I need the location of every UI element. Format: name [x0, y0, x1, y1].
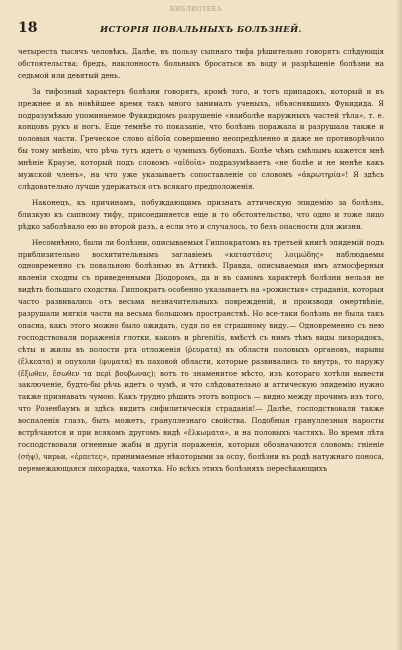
page-header [18, 20, 384, 36]
running-title: ИСТОРІЯ ПОВАЛЬНЫХЪ БОЛѢЗНЕЙ. [100, 25, 302, 35]
library-stamp: БИБЛИОТЕКА [170, 6, 222, 13]
paragraph-3: Наконецъ, къ причинамъ, побуждающимъ признать аттическую эпидемію за болѣзнь, близкую къ сыпному тифу, присоединяется еще и то обстоятельство, что одно и тоже лицо рѣдко заболѣвало ею во второй разъ, а если это и случалось, то безъ опасности для жизни. [18, 197, 384, 231]
paragraph-2: За тифозный характеръ болѣзни говорятъ, кромѣ того, и тотъ припадокъ, который и въ прежнее и въ новѣйшее время такъ много занималъ ученыхъ, объяснявшихъ Фукидида. Я подразумѣваю упоминаемое Фукидидомъ разрушеніе «наиболѣе наружныхъ частей тѣла», т. е. концовъ рукъ и ногъ. Еще темнѣе то показаніе, что болѣзнь поражала и разрушала также и половыя части. Греческое слово αἰδοῖα совершенно неопредѣленно и даже не противорѣчило бы тому мнѣнію, что рѣчь тутъ идетъ о чумныхъ бубонахъ. Болѣе чѣмъ смѣлымъ кажется мнѣ мнѣніе Краузе, который подъ словомъ «αἰδοῖα» подразумѣваетъ «не болѣе и не менѣе какъ мужской членъ», на что уже указываетъ сопоставленіе со словомъ «ἀκρωτηρία»! Я здѣсь слѣдовательно лучше удержаться отъ всякаго предположенія. [18, 86, 384, 191]
page-edge-shadow [396, 0, 402, 650]
body-text [18, 46, 384, 475]
paragraph-4: Несомнѣнно, были ли болѣзни, описываемыя Гиппократомъ въ третьей книгѣ эпидемій подъ приблизительно восхитительнымъ заглавіемъ «καταστάσις λοιμώδης» наблюдаемы одновременно съ повальною болѣзнью въ Аттикѣ. Правда, описываемыя имъ атмосферныя явленія сходны съ приведенными Діодоромъ, да и въ самомъ характерѣ болѣзни нельзя не видѣть большаго сходства. Гиппократъ особенно указываетъ на «рожистыя» страданія, которыя часто развивались отъ весьма незначительныхъ поврежденій, и производя омертвѣніе, разрушали мягкія части на весьма большомъ пространствѣ. Но все-таки болѣзнь не была такъ опасна, какъ этого можно было ожидать, судя по ея страшному виду.— Одновременно съ нею господствовали пораженія глотки, каковъ и phrenitis, вмѣстѣ съ нимъ тѣмъ виды лихорадокъ, сѣты и жилы въ полости рта отложенія (ῥευματα) въ области половыхъ органовъ, нарывы (ἕλκεατα) и опухоли (φυματα) въ паховой области, которые развивались то внутрь, то наружу (ἔξωθεν, ἔσωθεν τα περὶ βουβωνας); вотъ то знаменитое мѣсто, изъ котораго хотѣли вывести заключеніе, будто-бы рѣчь идетъ о чумѣ, и что слѣдовательно и аттическую эпидемію нужно также признавать чумою. Какъ трудно рѣшить этотъ вопросъ — видно между прочимъ изъ того, что Розенбаумъ и здѣсь видитъ сифилитическія страданія!— Далѣе, господствовали также воспаленія глазъ, быть можетъ, грануллезнаго свойства. Подобныя грануллезныя наросты встрѣчаются и при всякомъ другомъ видѣ «ἕλκωματα», и на половыхъ частяхъ. Во время лѣта господствовали огненные жабы и другія пораженія, которыя обозначаются словомъ: гніеніе (σήψ), чирьи, «ἐρπετες», принимаемые нѣкоторыми за оспу, болѣзни въ родѣ натужнаго поноса, перемежающаяся лихорадка, чахотка. Но всѣхъ этихъ болѣзняхъ пересѣкающихъ [18, 237, 384, 473]
paragraph-1: четыреста тысячъ человѣкъ. Далѣе, въ пользу сыпнаго тифа рѣшительно говорятъ слѣдующія обстоятельства: бредъ, наклонность больныхъ бросаться въ воду и разрѣшеніе болѣзни на седьмой или девятый день. [18, 47, 384, 80]
page-number: 18 [18, 20, 38, 36]
